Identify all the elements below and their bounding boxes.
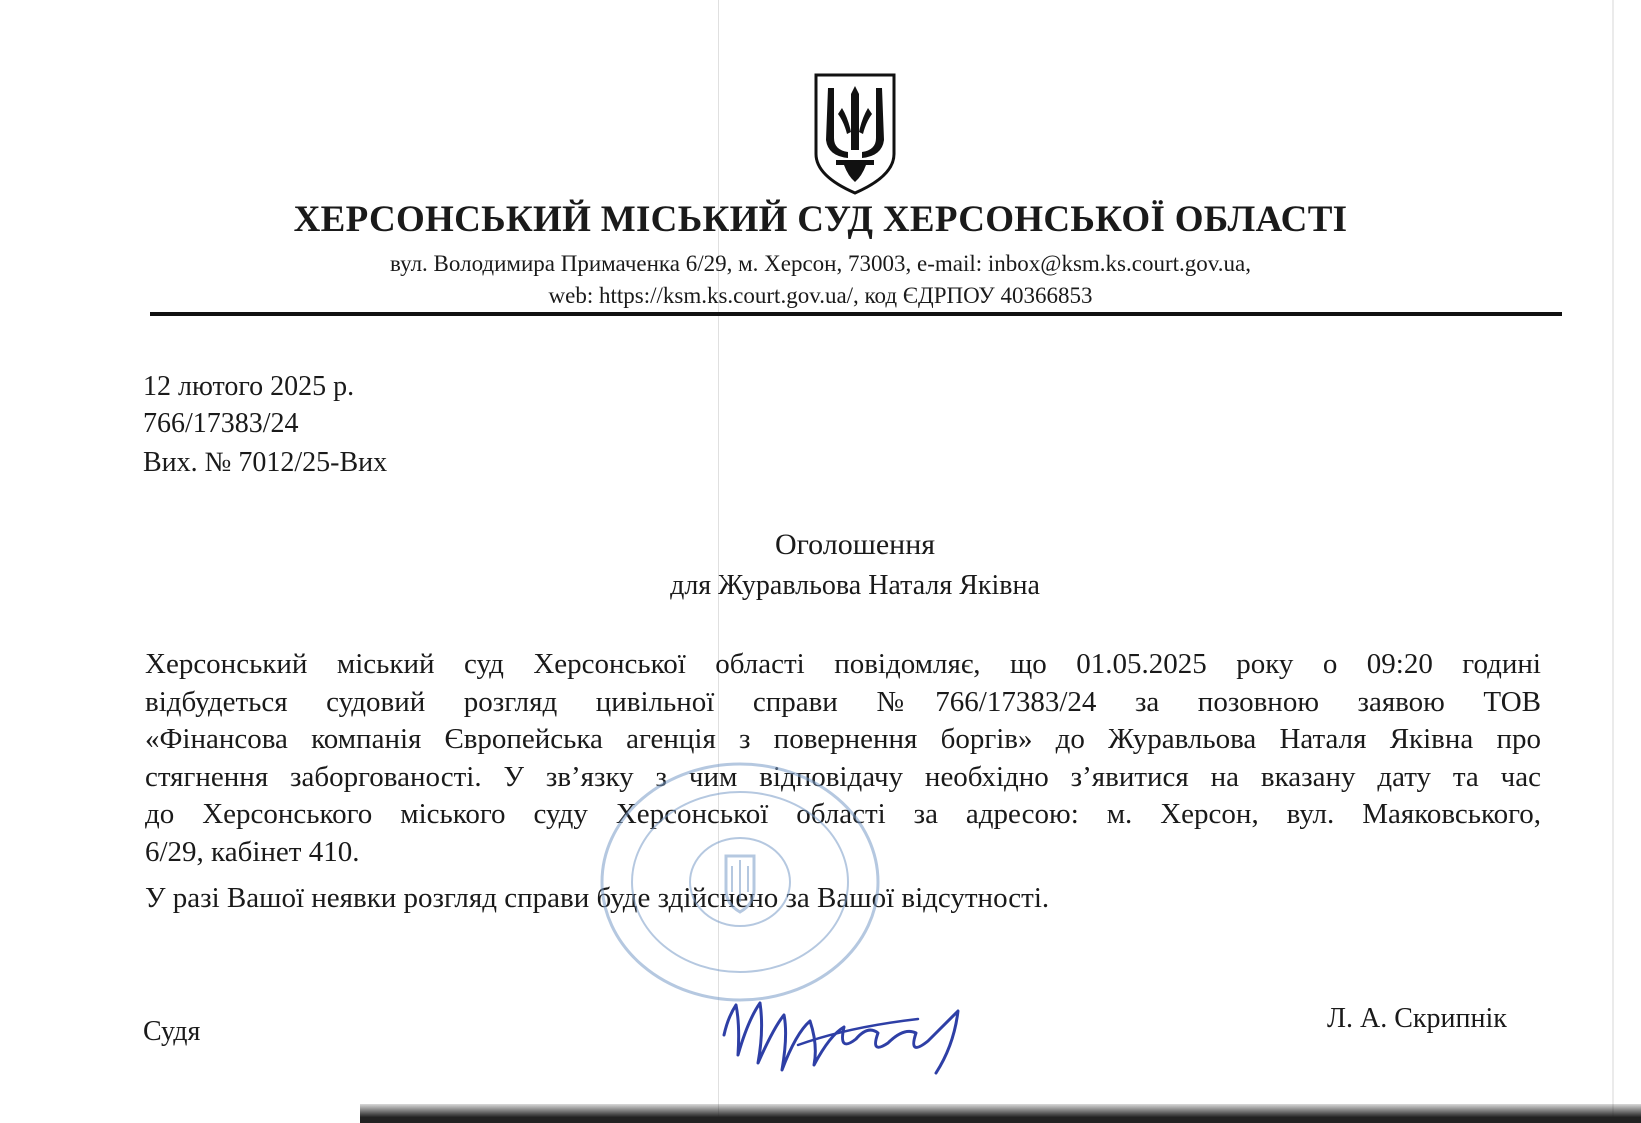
outgoing-number: Вих. № 7012/25-Вих — [143, 447, 388, 478]
address-line-1: вул. Володимира Примаченка 6/29, м. Херсон, 73003, e-mail: inbox@ksm.ks.court.gov.ua, — [390, 251, 1251, 276]
coat-of-arms-icon — [812, 72, 898, 196]
header-divider — [150, 312, 1562, 316]
case-number: 766/17383/24 — [143, 408, 299, 439]
signature-icon — [718, 975, 978, 1085]
notice-addressee: для Журавльова Наталя Яківна — [670, 570, 1040, 601]
scan-bottom-band — [360, 1104, 1641, 1123]
court-seal-icon — [590, 752, 890, 1012]
notice-title: Оголошення — [774, 528, 936, 561]
notice-body-line: 6/29, кабінет 410. — [145, 835, 360, 868]
judge-position-label: Судя — [143, 1016, 201, 1047]
document-date: 12 лютого 2025 р. — [143, 371, 355, 402]
notice-body-line: до Херсонського міського суду Херсонської області за адресою: м. Херсон, вул. Маяковського, — [145, 798, 1541, 830]
court-name: ХЕРСОНСЬКИЙ МІСЬКИЙ СУД ХЕРСОНСЬКОЇ ОБЛАСТІ — [293, 199, 1348, 240]
notice-body-line: відбудеться судовий розгляд цивільної справи №766/17383/24 за позовною заявою ТОВ — [145, 685, 1541, 718]
address-line-2: web: https://ksm.ks.court.gov.ua/, код ЄДРПОУ 40366853 — [548, 283, 1093, 308]
judge-name: Л. А. Скрипнік — [1327, 1003, 1507, 1034]
notice-body-line: стягнення заборгованості. У зв’язку з чим відповідачу необхідно з’явитися на вказану дату та час — [145, 760, 1541, 793]
notice-closing: У разі Вашої неявки розгляд справи буде здійснено за Вашої відсутності. — [145, 882, 1050, 914]
notice-body-line: «Фінансова компанія Європейська агенція з повернення боргів» до Журавльова Наталя Яківна про — [145, 723, 1541, 755]
notice-body-line: Херсонський міський суд Херсонської області повідомляє, що 01.05.2025 року о 09:20 годині — [145, 648, 1541, 680]
